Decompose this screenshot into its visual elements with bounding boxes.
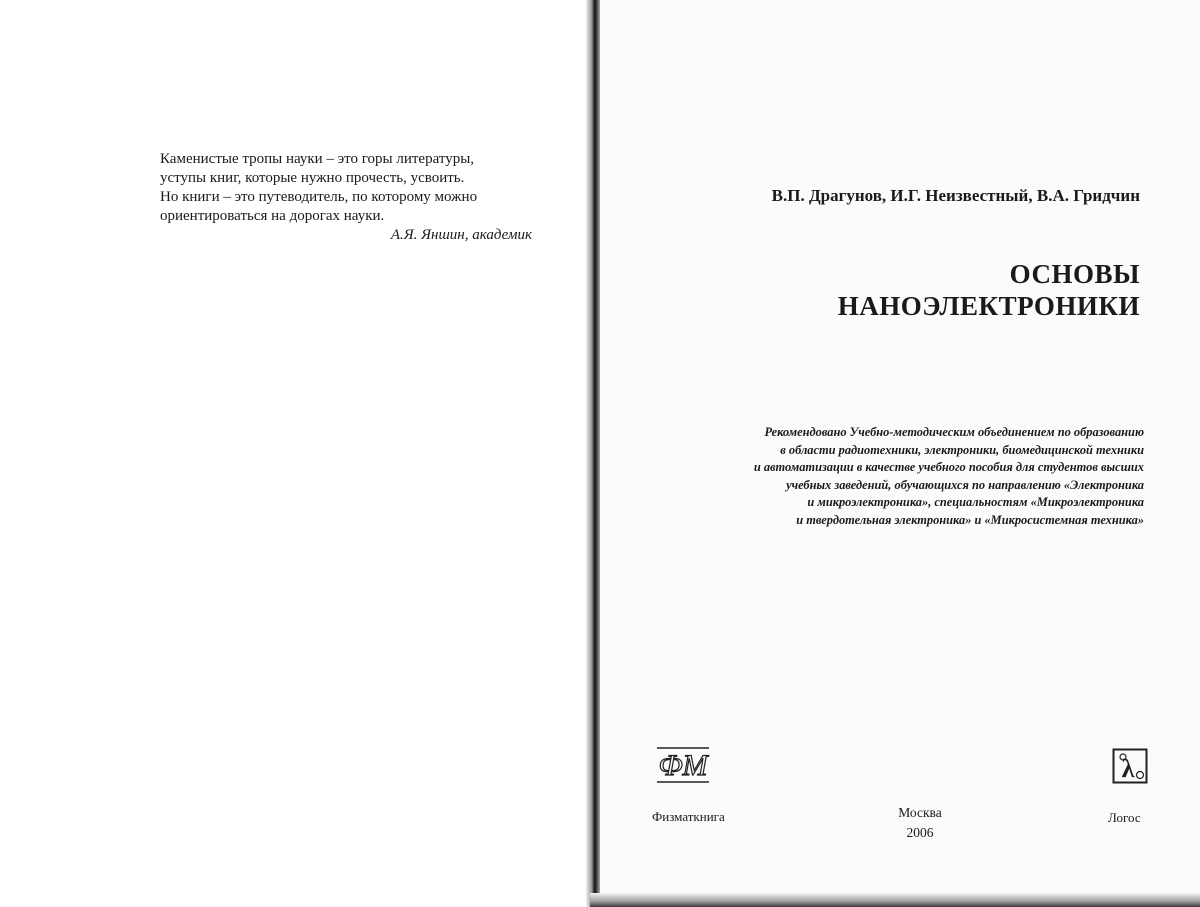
page-bottom-edge [590, 893, 1200, 907]
imprint-year: 2006 [906, 825, 934, 840]
publisher-fizmatkniga: Физматкнига [652, 809, 725, 824]
logos-logo-text: λ [1121, 754, 1135, 783]
fizmatkniga-logo [655, 745, 711, 785]
recommendation-note [754, 424, 1144, 530]
recommendation-line: и микроэлектроника», специальностям «Микроэлектроника [807, 495, 1144, 510]
epigraph-line: Но книги – это путеводитель, по которому можно [160, 189, 478, 205]
epigraph [160, 150, 540, 245]
imprint-place-year [870, 803, 970, 843]
book-title-line: ОСНОВЫ [1009, 259, 1140, 289]
recommendation-line: в области радиотехники, электроники, биомедицинской техники [780, 442, 1144, 457]
recommendation-line: учебных заведений, обучающихся по направлению «Электроника [786, 477, 1144, 492]
epigraph-line: уступы книг, которые нужно прочесть, усвоить. [160, 170, 465, 186]
imprint-city: Москва [898, 805, 942, 820]
recommendation-line: Рекомендовано Учебно-методическим объединением по образованию [764, 425, 1144, 439]
book-title-line: НАНОЭЛЕКТРОНИКИ [837, 291, 1140, 321]
recommendation-line: и автоматизации в качестве учебного пособия для студентов высших [753, 460, 1144, 475]
fizmatkniga-logo-text: ФМ [658, 749, 708, 782]
recommendation-line: и твердотельная электроника» и «Микросистемная техника» [796, 512, 1144, 527]
logos-logo [1112, 748, 1148, 784]
book-authors: В.П. Драгунов, И.Г. Неизвестный, В.А. Гридчин [771, 186, 1140, 205]
left-page [0, 0, 588, 907]
epigraph-line: Каменистые тропы науки – это горы литературы, [160, 151, 475, 167]
epigraph-line: ориентироваться на дорогах науки. [160, 208, 385, 224]
publisher-logos: Логос [1108, 810, 1141, 825]
epigraph-author: А.Я. Яншин, академик [390, 227, 532, 243]
book-title [838, 258, 1140, 322]
